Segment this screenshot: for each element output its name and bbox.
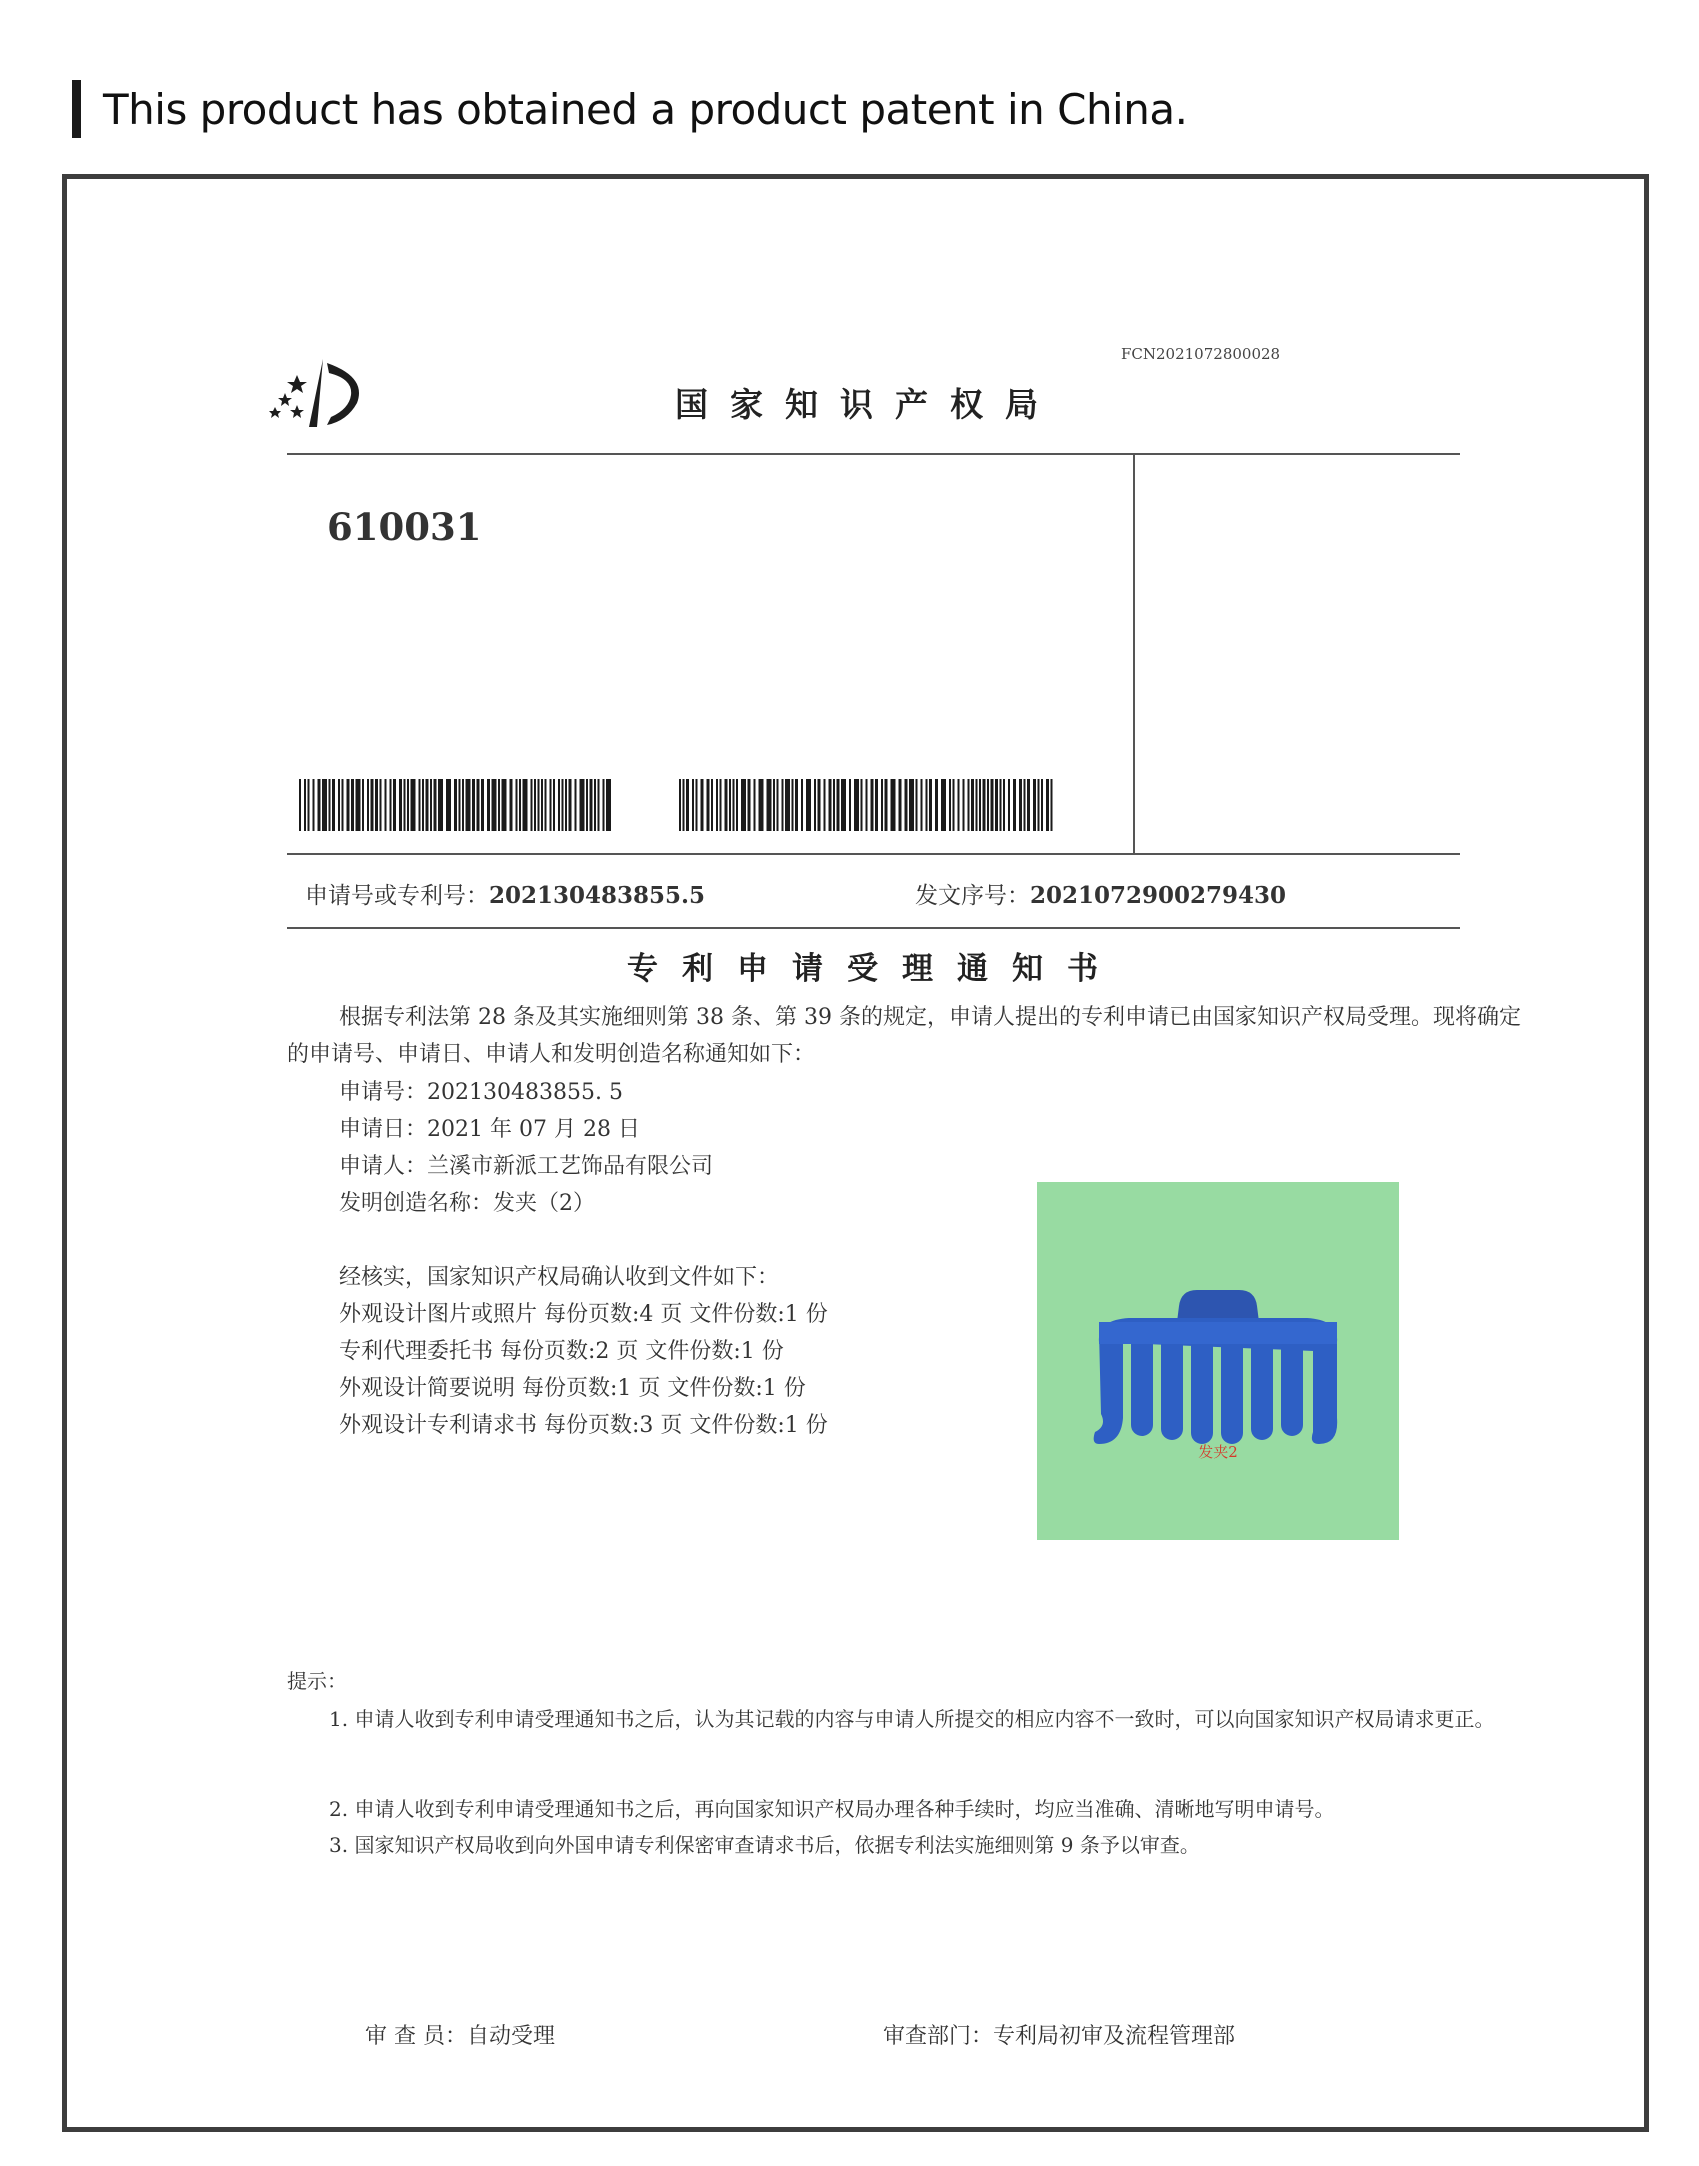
application-number: 202130483855.5 [489, 882, 706, 909]
send-sequence-line [915, 877, 1286, 910]
tip-item [287, 1827, 1527, 1863]
heading-text: This product has obtained a product patent in China. [103, 84, 1188, 134]
patent-document-frame [62, 174, 1649, 2132]
field-applicant: 申请人：兰溪市新派工艺饰品有限公司 [339, 1154, 714, 1179]
field-application-date: 申请日：2021 年 07 月 28 日 [339, 1117, 640, 1142]
intro-paragraph: 根据专利法第 28 条及其实施细则第 38 条、第 39 条的规定，申请人提出的专利申请已由国家知识产权局受理。现将确定的申请号、申请日、申请人和发明创造名称通知如下： [287, 1005, 1521, 1067]
hair-clip-image [1037, 1182, 1399, 1540]
cnipa-logo-icon [267, 355, 377, 435]
tip-text: 2. 申请人收到专利申请受理通知书之后，再向国家知识产权局办理各种手续时，均应当准确、清晰地写明申请号。 [329, 1797, 1335, 1821]
field-design-name: 发明创造名称：发夹（2） [339, 1191, 595, 1216]
heading-accent-bar [72, 80, 81, 138]
file-item: 外观设计图片或照片 每份页数:4 页 文件份数:1 份 [339, 1302, 828, 1327]
barcode-left [299, 779, 615, 831]
application-number-line [305, 877, 705, 910]
document-title: 专利申请受理通知书 [627, 951, 1122, 987]
tip-item [287, 1791, 1527, 1827]
examining-department: 审查部门：专利局初审及流程管理部 [883, 2024, 1236, 2049]
section-heading [72, 80, 1187, 138]
file-item: 专利代理委托书 每份页数:2 页 文件份数:1 份 [339, 1339, 784, 1364]
postcode: 610031 [327, 505, 482, 549]
tips-title: 提示： [287, 1669, 347, 1693]
file-item: 外观设计简要说明 每份页数:1 页 文件份数:1 份 [339, 1376, 806, 1401]
tip-text: 1. 申请人收到专利申请受理通知书之后，认为其记载的内容与申请人所提交的相应内容不一致时，可以向国家知识产权局请求更正。 [329, 1707, 1495, 1731]
send-sequence-number: 2021072900279430 [1030, 882, 1287, 909]
application-number-label: 申请号或专利号： [305, 883, 489, 909]
product-photo [1037, 1182, 1399, 1540]
field-application-number: 申请号：202130483855. 5 [339, 1080, 623, 1105]
tip-item [287, 1701, 1527, 1737]
send-sequence-label: 发文序号： [915, 883, 1030, 909]
document-serial: FCN2021072800028 [1121, 345, 1281, 363]
verify-intro: 经核实，国家知识产权局确认收到文件如下： [339, 1265, 780, 1290]
address-rule [287, 853, 1460, 855]
tip-text: 3. 国家知识产权局收到向外国申请专利保密审查请求书后，依据专利法实施细则第 9 条予以审查。 [329, 1833, 1200, 1857]
title-rule [287, 927, 1460, 929]
file-item: 外观设计专利请求书 每份页数:3 页 文件份数:1 份 [339, 1413, 828, 1438]
barcode-right [679, 779, 1057, 831]
office-name: 国家知识产权局 [675, 385, 1060, 424]
address-divider [1133, 453, 1135, 853]
photo-caption: 发夹2 [1198, 1443, 1238, 1461]
examiner: 审 查 员：自动受理 [365, 2024, 555, 2049]
header-rule [287, 453, 1460, 455]
